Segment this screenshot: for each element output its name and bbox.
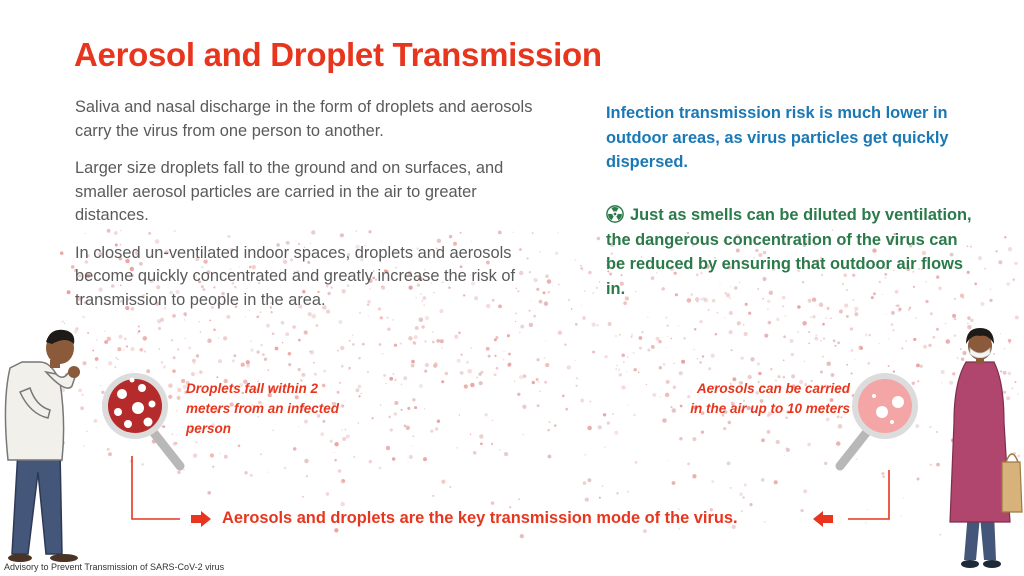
paragraph-droplet-sizes: Larger size droplets fall to the ground and on surfaces, and smaller aerosol particles are carried in the air to greater distances.: [75, 159, 504, 224]
page-title: Aerosol and Droplet Transmission: [74, 36, 602, 73]
outdoor-risk-text: Infection transmission risk is much lower in outdoor areas, as virus particles get quickly dispersed.: [606, 104, 949, 171]
ventilation-text: Just as smells can be diluted by ventilation, the dangerous concentration of the virus can be reduced by ensuring that outdoor air flows in.: [606, 206, 972, 298]
aerosols-caption: Aerosols can be carried in the air up to 10 meters: [690, 381, 850, 416]
arrow-right-icon: [191, 511, 211, 527]
droplets-caption: Droplets fall within 2 meters from an infected person: [186, 381, 340, 436]
paragraph-saliva: Saliva and nasal discharge in the form of droplets and aerosols carry the virus from one person to another.: [75, 98, 533, 140]
arrow-left-icon: [813, 511, 833, 527]
key-transmission-statement: Aerosols and droplets are the key transmission mode of the virus.: [222, 509, 738, 527]
footnote: Advisory to Prevent Transmission of SARS-CoV-2 virus: [4, 562, 225, 572]
paragraph-indoor-spaces: In closed un-ventilated indoor spaces, droplets and aerosols become quickly concentrated and greatly increase the risk of transmission to people in the area.: [75, 243, 516, 309]
